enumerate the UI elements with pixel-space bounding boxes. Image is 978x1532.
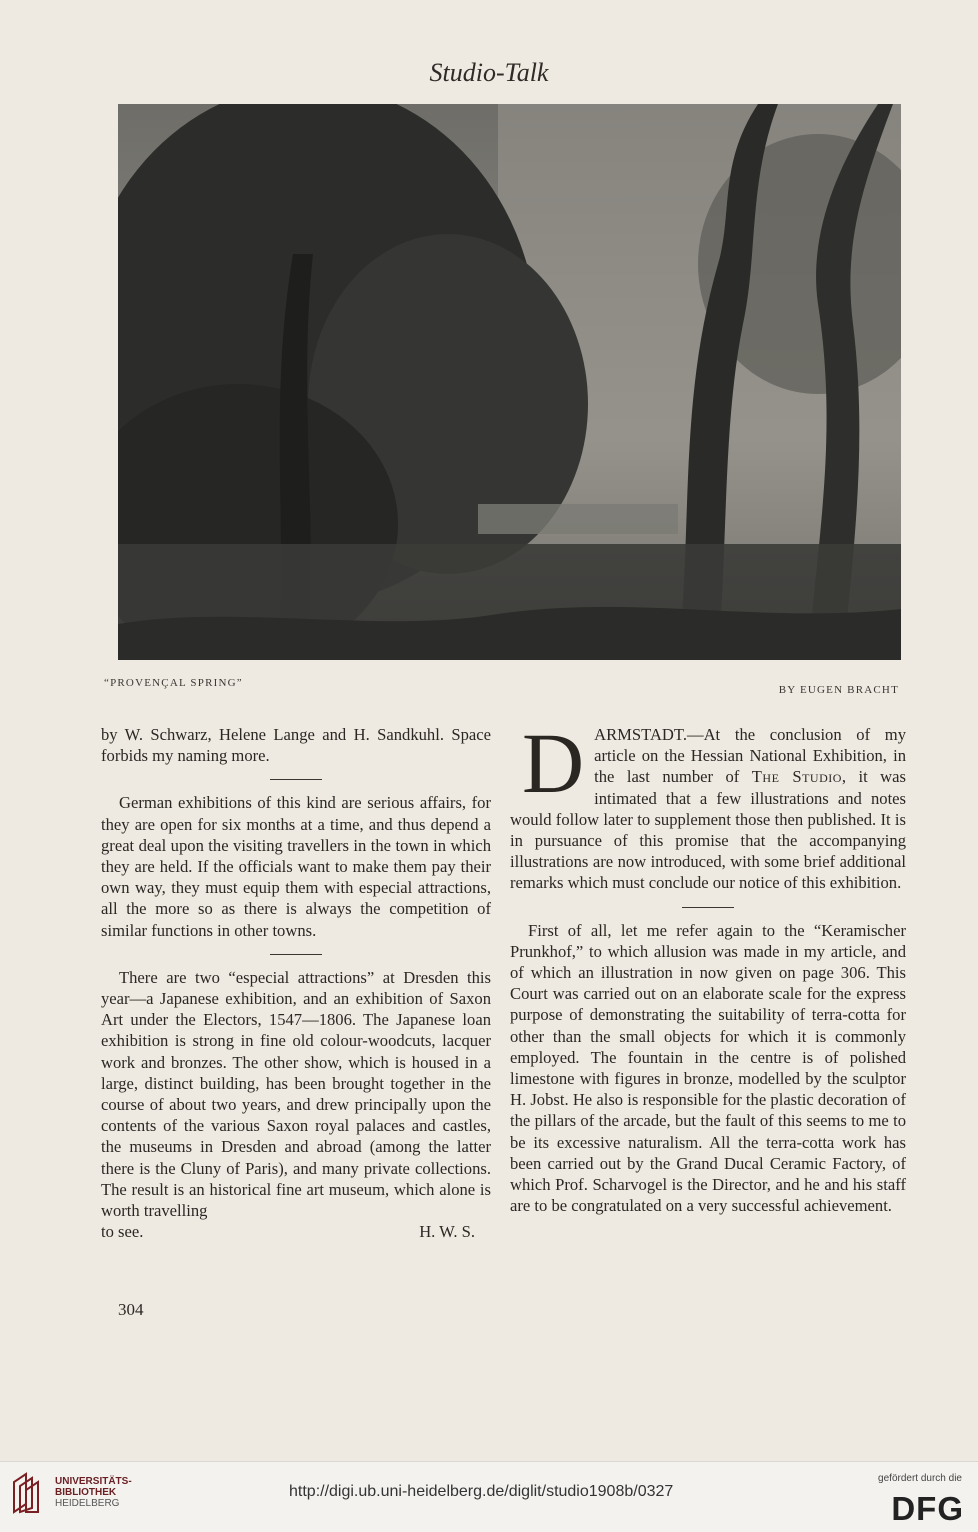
painting-image: [118, 104, 901, 660]
paragraph: German exhibitions of this kind are serious affairs, for they are open for six months at a time, and thus depend a great deal upon the visiting travellers in the town in which they are held. If the officials want to make them pay their own way, they must equip them with especial attractions, all the more so as there is always the competition of similar functions in other towns.: [101, 793, 491, 940]
library-name-line: BIBLIOTHEK: [55, 1487, 117, 1498]
source-url-link[interactable]: http://digi.ub.uni-heidelberg.de/diglit/studio1908b/0327: [289, 1483, 674, 1500]
drop-cap: D: [522, 715, 585, 811]
library-name: [55, 1476, 132, 1509]
section-rule: [270, 954, 322, 955]
signature-line: [101, 1221, 491, 1242]
paragraph: [510, 715, 906, 894]
plate-caption-title: “PROVENÇAL SPRING”: [104, 677, 243, 689]
paragraph-end: to see.: [101, 1222, 144, 1242]
funded-by-label: gefördert durch die: [878, 1473, 962, 1484]
dfg-logo: DFG: [891, 1490, 964, 1527]
magazine-name: The Studio: [751, 767, 842, 787]
plate-illustration: [118, 104, 901, 660]
author-signature: H. W. S.: [419, 1222, 475, 1242]
library-logo-icon: [10, 1470, 48, 1516]
paragraph-text: —At the conclusion of my article on the Hessian National Exhibition, in the last number of: [594, 725, 906, 787]
library-name-line: HEIDELBERG: [55, 1498, 120, 1509]
running-title: Studio-Talk: [429, 58, 549, 87]
paragraph: by W. Schwarz, Helene Lange and H. Sandkuhl. Space forbids my naming more.: [101, 725, 491, 766]
digitization-footer: [0, 1461, 978, 1532]
page-number: 304: [118, 1300, 144, 1319]
library-name-line: UNIVERSITÄTS-: [55, 1476, 132, 1487]
lead-word: ARMSTADT.: [594, 725, 687, 744]
right-column: [510, 715, 906, 1216]
section-rule: [682, 907, 734, 908]
plate-caption-artist: BY EUGEN BRACHT: [778, 684, 899, 696]
left-column: [101, 724, 491, 1242]
paragraph: First of all, let me refer again to the “Keramischer Prunkhof,” to which allusion was made in my article, and of which an illustration in now given on page 306. This Court was carried out on an elaborate scale for the express purpose of demonstrating the suitability of terra-cotta for other than the small objects for which it is commonly employed. The fountain in the centre is of polished limestone with figures in bronze, modelled by the sculptor H. Jobst. He also is responsible for the plastic decoration of the pillars of the arcade, but the fault of this seems to me to be its excessive naturalism. All the terra-cotta work has been carried out by the Grand Ducal Ceramic Factory, of which Prof. Scharvogel is the Director, and he and his staff are to be congratulated on a very successful achievement.: [510, 920, 906, 1216]
paragraph: There are two “especial attractions” at Dresden this year—a Japanese exhibition, and an exhibition of Saxon Art under the Electors, 1547—1806. The Japanese loan exhibition is strong in fine old colour-woodcuts, lacquer work and bronzes. The other show, which is housed in a large, distinct building, has been brought together in the course of about two years, and drew principally upon the contents of the various Saxon royal palaces and castles, the museums in Dresden and abroad (among the latter there is the Cluny of Paris), and many private collections. The result is an historical fine art museum, which alone is worth travelling: [101, 967, 491, 1221]
section-rule: [270, 779, 322, 780]
paragraph-text: , it was intimated that a few illustrations and notes would follow later to supplement those then published. It is in pursuance of this promise that the accompanying illustrations are now introduced, with some brief additional remarks which must conclude our notice of this exhibition.: [510, 767, 906, 893]
